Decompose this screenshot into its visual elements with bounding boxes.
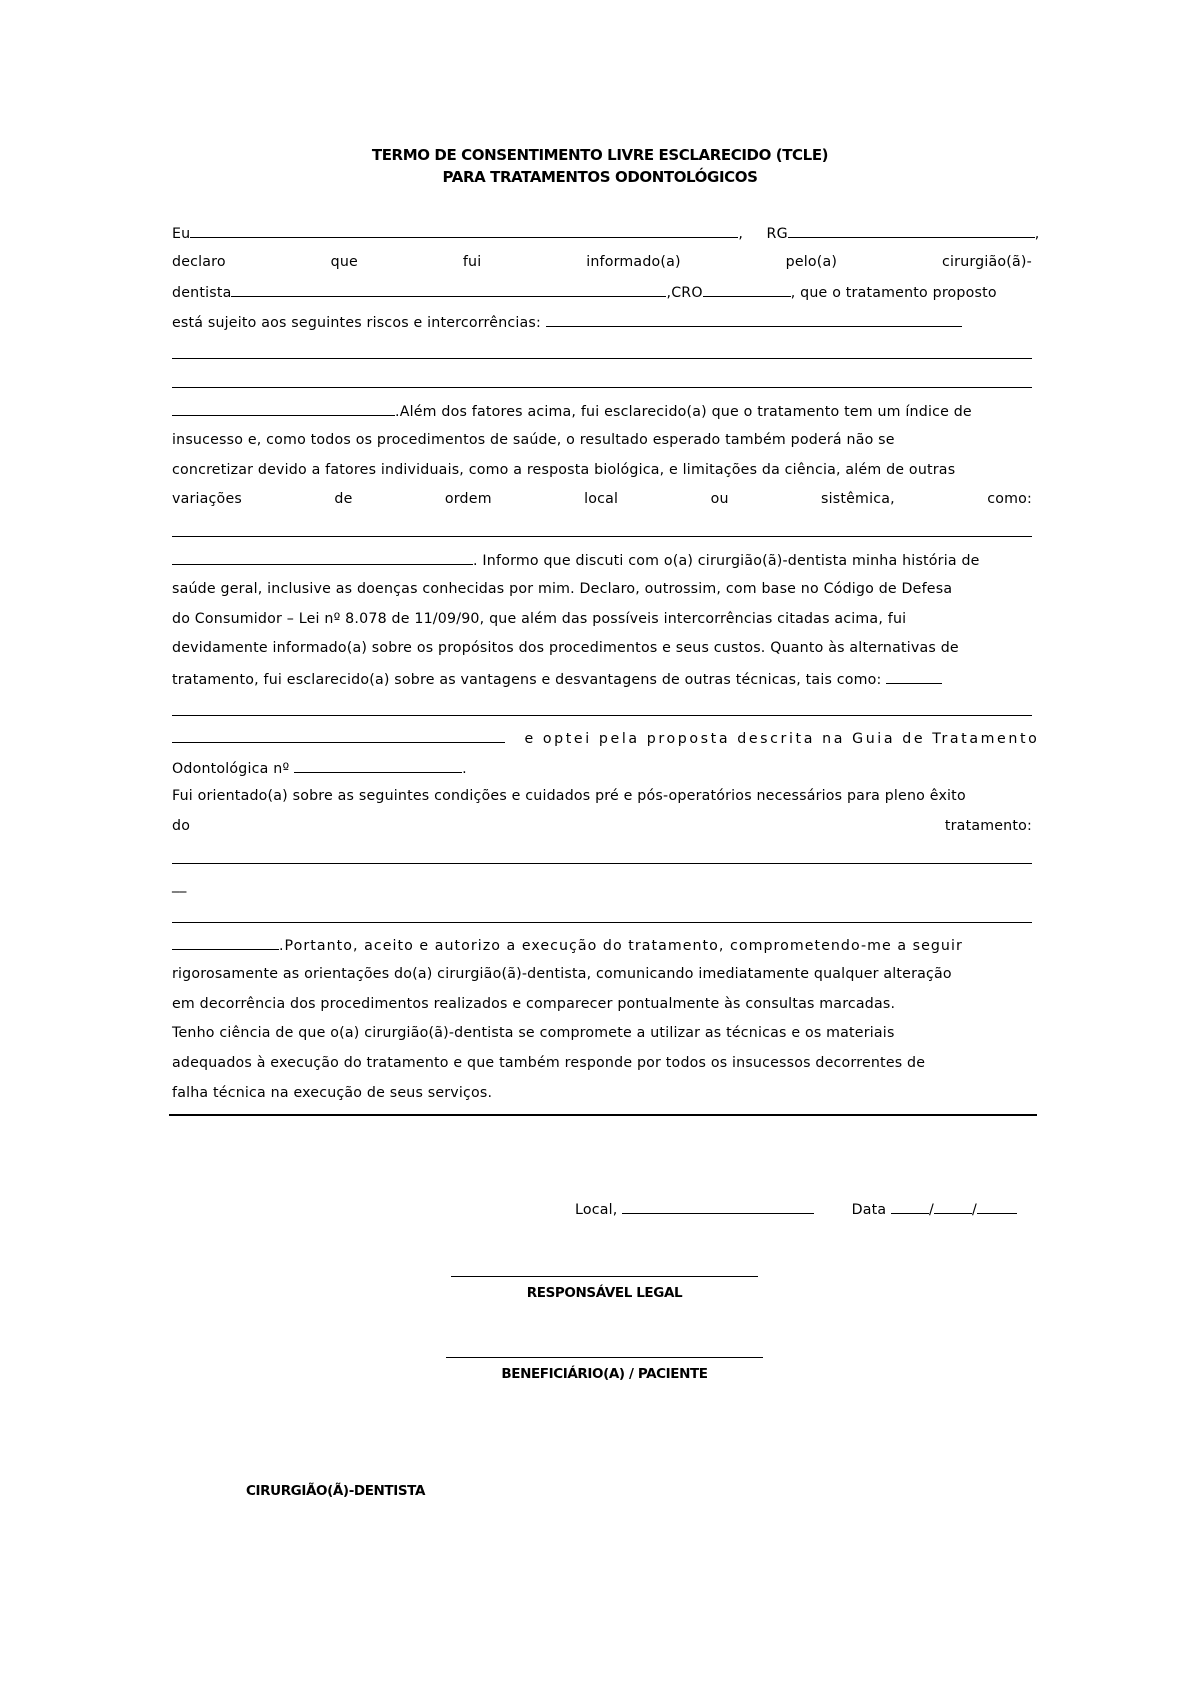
- variations-blank-line[interactable]: [172, 536, 1032, 537]
- label-data: Data: [851, 1202, 887, 1218]
- beneficiario-label: BENEFICIÁRIO(A) / PACIENTE: [501, 1366, 708, 1382]
- line-falha: [172, 1083, 1032, 1103]
- text: . Informo que discuti com o(a) cirurgião(ã)-dentista minha história de: [473, 553, 980, 569]
- comma: ,: [1034, 226, 1040, 242]
- word: como:: [987, 491, 1032, 507]
- name-blank[interactable]: [190, 222, 738, 238]
- rg-blank[interactable]: [788, 222, 1035, 238]
- guide-number-blank[interactable]: [294, 757, 462, 773]
- line-consumidor: [172, 609, 1032, 629]
- word: do: [172, 818, 191, 834]
- word: variações: [172, 491, 242, 507]
- word: cirurgião(ã)-: [942, 254, 1032, 270]
- conditions-blank-end[interactable]: [172, 934, 279, 950]
- text: .Além dos fatores acima, fui esclarecido(a) que o tratamento tem um índice de: [395, 404, 972, 420]
- line-devidamente: [172, 638, 1032, 658]
- label-rg: RG: [766, 226, 788, 242]
- text: Tenho ciência de que o(a) cirurgião(ã)-dentista se compromete a utilizar as técnicas e os materiais: [172, 1025, 895, 1041]
- cro-blank[interactable]: [703, 281, 791, 297]
- local-blank[interactable]: [622, 1198, 814, 1214]
- dentist-name-blank[interactable]: [231, 281, 666, 297]
- text: .Portanto, aceito e autorizo a execução do tratamento, comprometendo-me a seguir: [279, 938, 963, 954]
- line-dentista-cro: [172, 281, 1032, 301]
- alternatives-blank[interactable]: [886, 668, 942, 684]
- risks-blank[interactable]: [546, 311, 962, 327]
- line-declaro: [172, 252, 1032, 272]
- conditions-blank-line-2[interactable]: [172, 922, 1032, 923]
- line-dash: [172, 875, 1032, 895]
- text: em decorrência dos procedimentos realizados e comparecer pontualmente às consultas marcadas.: [172, 996, 896, 1012]
- section-divider: [169, 1114, 1037, 1116]
- line-rigorosamente: [172, 964, 1032, 984]
- word: declaro: [172, 254, 226, 270]
- word: ordem: [444, 491, 492, 507]
- line-adequados: [172, 1053, 1032, 1073]
- line-informo: [172, 549, 1032, 569]
- alternatives-blank-line[interactable]: [172, 715, 1032, 716]
- responsavel-signature-line[interactable]: [451, 1276, 758, 1277]
- line-orientado: [172, 786, 1032, 806]
- text: rigorosamente as orientações do(a) cirurgião(ã)-dentista, comunicando imediatamente qualquer alteração: [172, 966, 952, 982]
- line-alem: [172, 400, 1032, 420]
- line-tratamento-tecnicas: [172, 668, 1032, 688]
- line-eu-rg: [172, 222, 1040, 242]
- word: pelo(a): [785, 254, 838, 270]
- document-title-line-1: TERMO DE CONSENTIMENTO LIVRE ESCLARECIDO (TCLE): [371, 146, 829, 164]
- text: concretizar devido a fatores individuais, como a resposta biológica, e limitações da ciência, além de outras: [172, 462, 956, 478]
- line-tenho: [172, 1023, 1032, 1043]
- beneficiario-signature-line[interactable]: [446, 1357, 763, 1358]
- slash: /: [929, 1202, 935, 1218]
- line-decorrencia: [172, 994, 1032, 1014]
- text: falha técnica na execução de seus serviços.: [172, 1085, 493, 1101]
- word: de: [334, 491, 353, 507]
- risks-blank-end[interactable]: [172, 400, 395, 416]
- line-guia: [172, 757, 1032, 777]
- day-blank[interactable]: [891, 1198, 929, 1214]
- period: .: [462, 761, 467, 777]
- word: que: [330, 254, 358, 270]
- year-blank[interactable]: [977, 1198, 1017, 1214]
- risks-blank-line-2[interactable]: [172, 358, 1032, 359]
- slash: /: [972, 1202, 978, 1218]
- line-riscos: [172, 311, 1032, 331]
- line-optei: [172, 727, 1040, 747]
- text: do Consumidor – Lei nº 8.078 de 11/09/90, que além das possíveis intercorrências citadas acima, fui: [172, 611, 907, 627]
- text: adequados à execução do tratamento e que também responde por todos os insucessos decorrentes de: [172, 1055, 926, 1071]
- text: e optei pela proposta descrita na Guia de Tratamento: [524, 731, 1040, 747]
- text: __: [172, 877, 187, 893]
- word: sistêmica,: [821, 491, 895, 507]
- line-insucesso: [172, 430, 1032, 450]
- line-saude: [172, 579, 1032, 599]
- text: devidamente informado(a) sobre os propósitos dos procedimentos e seus custos. Quanto às alternativas de: [172, 640, 959, 656]
- local-date-row: [575, 1198, 1017, 1218]
- variations-blank-end[interactable]: [172, 549, 473, 565]
- text: tratamento, fui esclarecido(a) sobre as vantagens e desvantagens de outras técnicas, tais como:: [172, 672, 882, 688]
- line-variacoes: [172, 489, 1032, 509]
- conditions-blank-line[interactable]: [172, 863, 1032, 864]
- text: , que o tratamento proposto: [790, 285, 997, 301]
- line-do-tratamento: [172, 816, 1032, 836]
- month-blank[interactable]: [934, 1198, 972, 1214]
- text: Odontológica nº: [172, 761, 290, 777]
- document-title-line-2: PARA TRATAMENTOS ODONTOLÓGICOS: [442, 168, 758, 186]
- text: insucesso e, como todos os procedimentos de saúde, o resultado esperado também poderá não se: [172, 432, 895, 448]
- label-eu: Eu: [172, 226, 191, 242]
- line-portanto: [172, 934, 1032, 954]
- cirurgiao-label: CIRURGIÃO(Ã)-DENTISTA: [246, 1483, 425, 1499]
- risks-blank-line-3[interactable]: [172, 387, 1032, 388]
- word: informado(a): [586, 254, 681, 270]
- word: ou: [710, 491, 729, 507]
- label-local: Local,: [575, 1202, 618, 1218]
- text: saúde geral, inclusive as doenças conhecidas por mim. Declaro, outrossim, com base no Código de Defesa: [172, 581, 953, 597]
- word: local: [584, 491, 619, 507]
- word: tratamento:: [944, 818, 1032, 834]
- label-dentista: dentista: [172, 285, 232, 301]
- alternatives-blank-end[interactable]: [172, 727, 505, 743]
- word: fui: [462, 254, 482, 270]
- text: Fui orientado(a) sobre as seguintes condições e cuidados pré e pós-operatórios necessários para pleno êxito: [172, 788, 966, 804]
- comma: ,: [738, 226, 744, 242]
- responsavel-label: RESPONSÁVEL LEGAL: [526, 1285, 683, 1301]
- text: está sujeito aos seguintes riscos e intercorrências:: [172, 315, 542, 331]
- line-concretizar: [172, 460, 1032, 480]
- label-cro: ,CRO: [666, 285, 703, 301]
